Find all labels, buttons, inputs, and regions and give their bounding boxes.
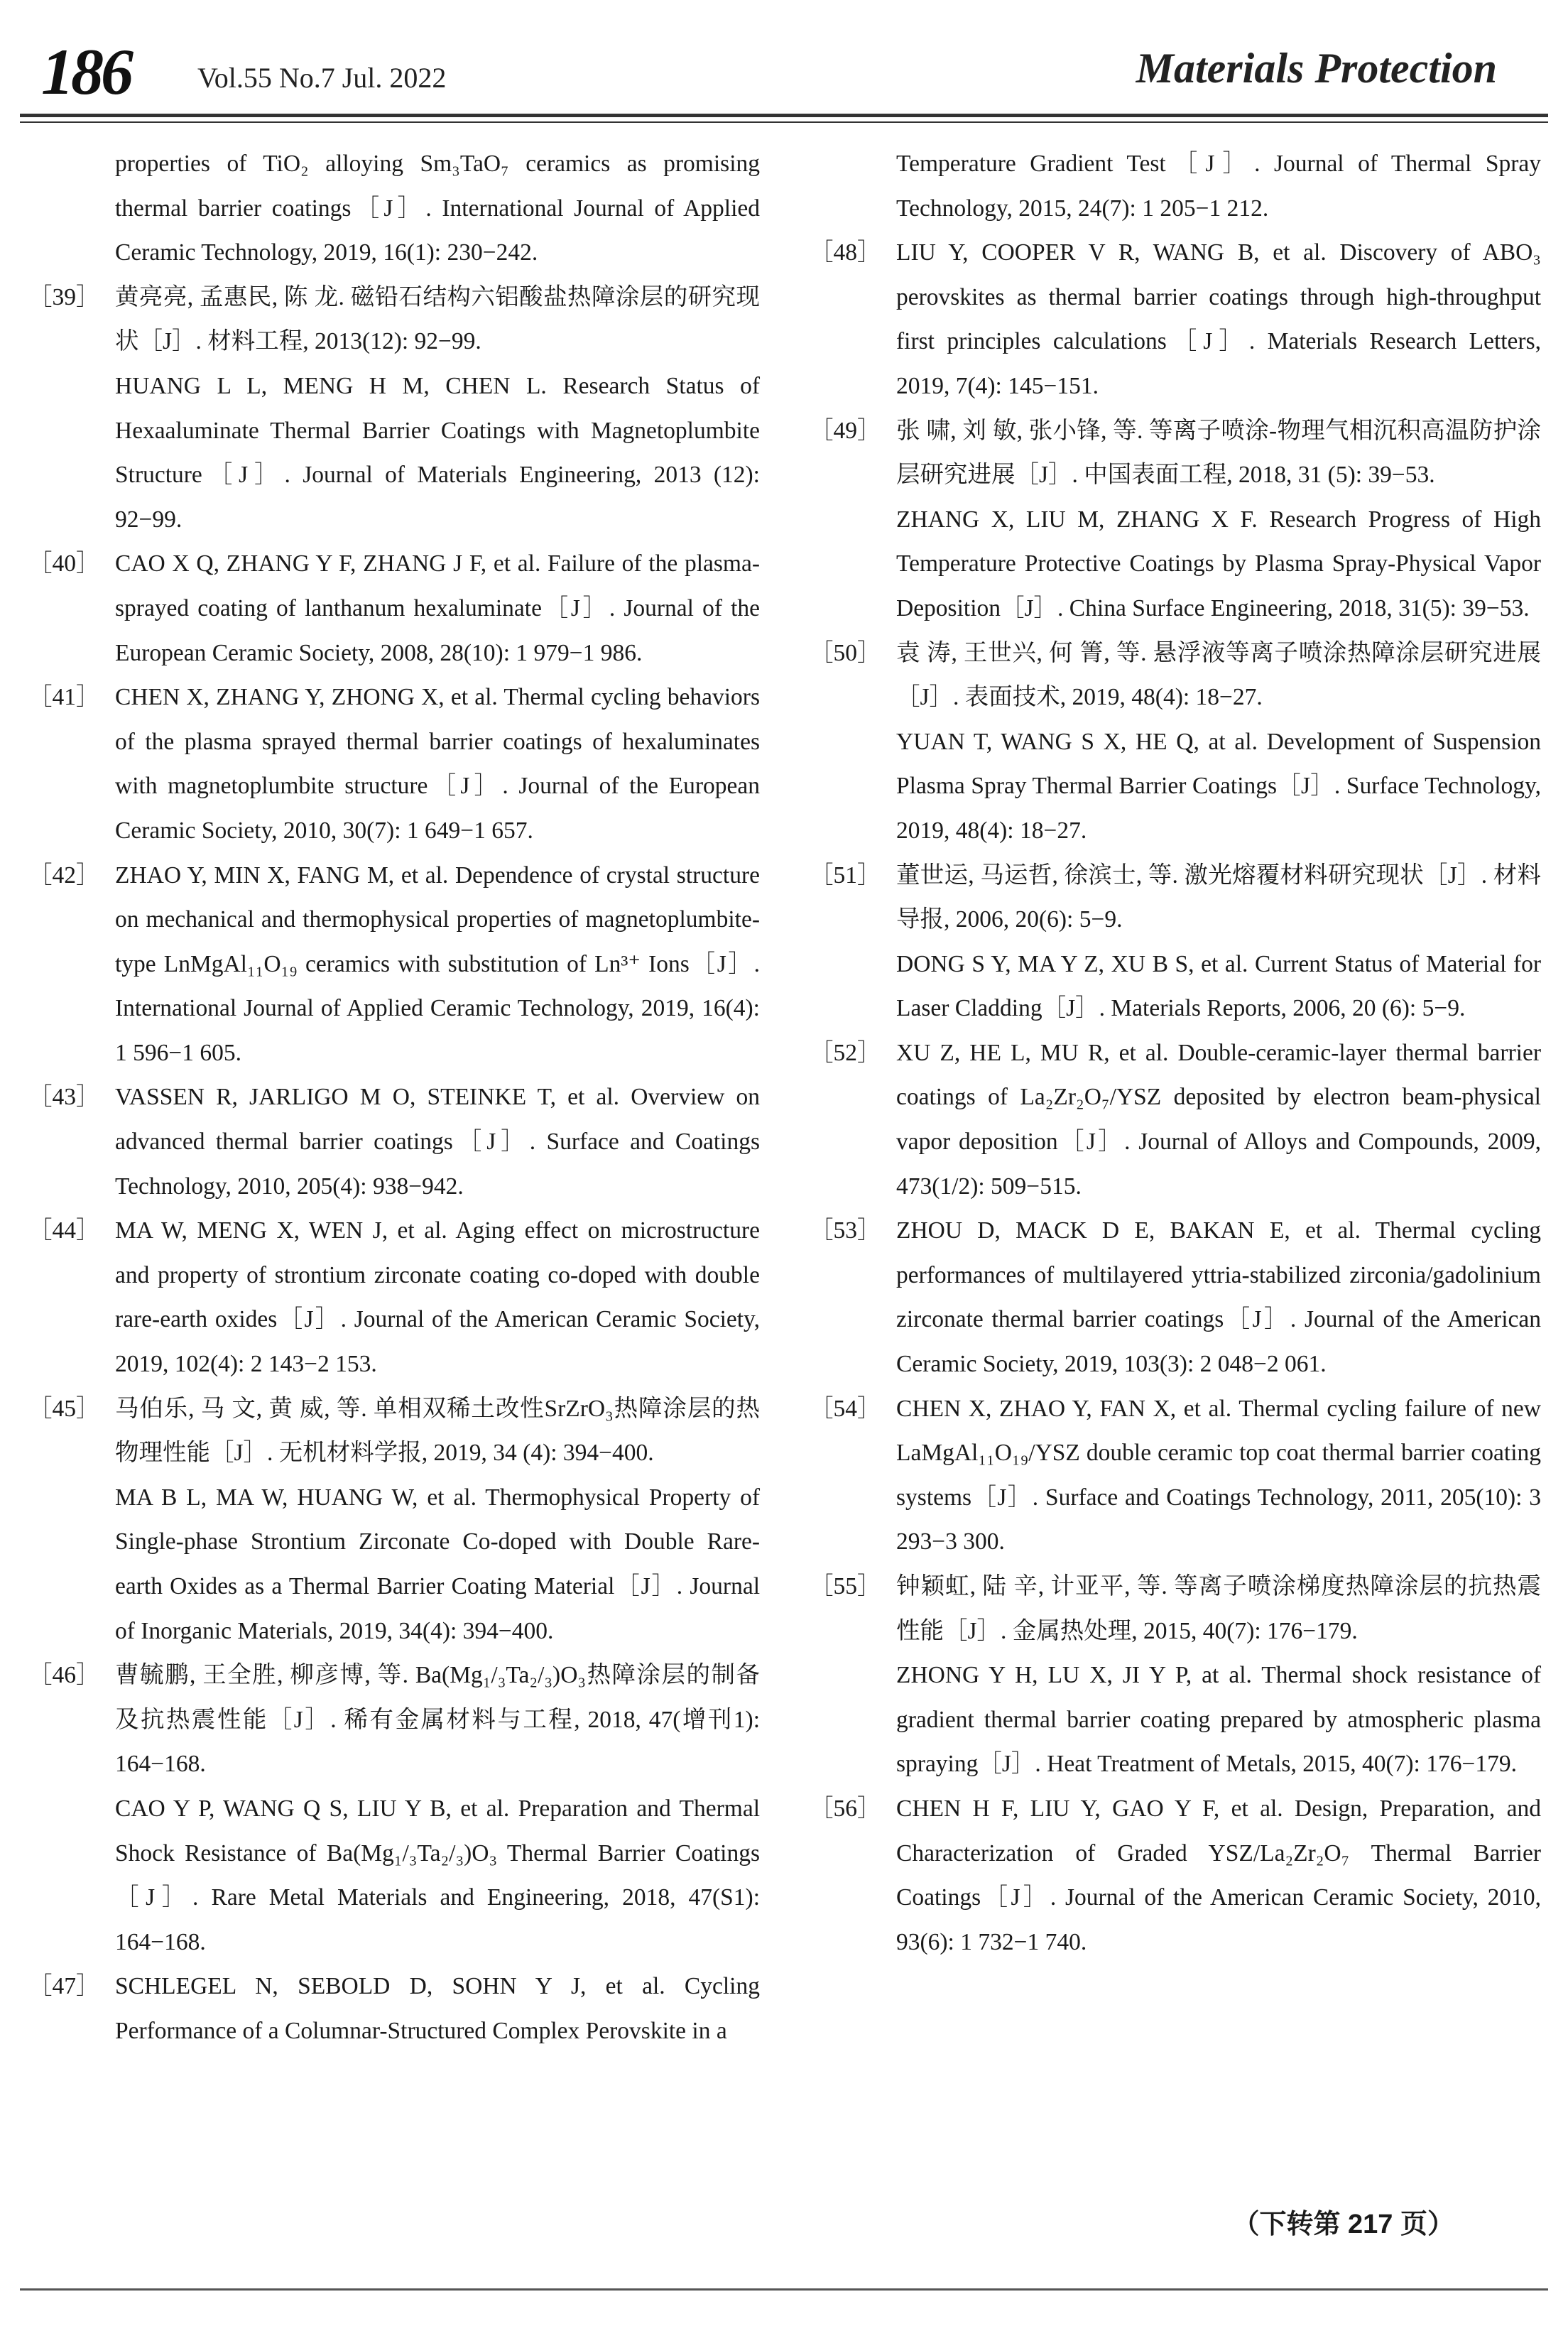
reference-text: XU Z, HE L, MU R, et al. Double-ceramic-layer thermal barrier coatings of La₂Zr₂O₇/YSZ deposited by electron beam-physical vapor deposition［J］. Journal of Alloys and Compounds, 2009, 473(1/2): 509−515.	[896, 1039, 1541, 1200]
reference-text: HUANG L L, MENG H M, CHEN L. Research Status of Hexaaluminate Thermal Barrier Coatings with Magnetoplumbite Structure［J］. Journal of Materials Engineering, 2013 (12): 92−99.	[115, 372, 760, 533]
reference-number: ［53］	[810, 1217, 881, 1244]
reference-text: Temperature Gradient Test［J］. Journal of Thermal Spray Technology, 2015, 24(7): 1 205−1 212.	[896, 151, 1541, 222]
reference-entry	[810, 142, 1541, 231]
reference-entry	[28, 276, 760, 543]
reference-text: SCHLEGEL N, SEBOLD D, SOHN Y J, et al. Cycling Performance of a Columnar-Structured Complex Perovskite in a	[115, 1973, 760, 2044]
right-column	[810, 142, 1541, 1965]
reference-number: ［45］	[28, 1395, 100, 1422]
reference-entry	[810, 1565, 1541, 1787]
header-rule-thick	[20, 114, 1548, 117]
reference-number: ［56］	[810, 1795, 881, 1822]
reference-number: ［39］	[28, 283, 100, 310]
page-header	[0, 0, 1568, 128]
reference-text: YUAN T, WANG S X, HE Q, at al. Development of Suspension Plasma Spray Thermal Barrier Coatings［J］. Surface Technology, 2019, 48(4): 18−27.	[896, 728, 1541, 844]
reference-entry	[810, 631, 1541, 854]
reference-text: 钟颖虹, 陆 辛, 计亚平, 等. 等离子喷涂梯度热障涂层的抗热震性能［J］. 金属热处理, 2015, 40(7): 176−179.	[896, 1573, 1541, 1644]
reference-text: 曹毓鹏, 王全胜, 柳彦博, 等. Ba(Mg₁/₃Ta₂/₃)O₃热障涂层的制备及抗热震性能［J］. 稀有金属材料与工程, 2018, 47(增刊1): 164−168.	[115, 1662, 760, 1778]
reference-entry	[810, 1209, 1541, 1386]
reference-entry	[28, 1653, 760, 1965]
reference-number: ［48］	[810, 239, 881, 266]
reference-number: ［40］	[28, 550, 100, 577]
reference-entry	[28, 542, 760, 675]
reference-number: ［46］	[28, 1662, 100, 1689]
reference-number: ［42］	[28, 862, 100, 889]
reference-text: ZHOU D, MACK D E, BAKAN E, et al. Thermal cycling performances of multilayered yttria-stabilized zirconia/gadolinium zirconate thermal barrier coatings［J］. Journal of the American Ceramic Society, 2019, 103(3): 2 048−2 061.	[896, 1217, 1541, 1378]
reference-entry	[810, 231, 1541, 408]
reference-text: DONG S Y, MA Y Z, XU B S, et al. Current Status of Material for Laser Cladding［J］. Materials Reports, 2006, 20 (6): 5−9.	[896, 950, 1541, 1022]
reference-text: 黄亮亮, 孟惠民, 陈 龙. 磁铅石结构六铝酸盐热障涂层的研究现状［J］. 材料工程, 2013(12): 92−99.	[115, 283, 760, 355]
reference-number: ［47］	[28, 1973, 100, 2000]
left-column	[28, 142, 760, 2054]
header-rule-thin	[20, 121, 1548, 123]
footer-rule	[20, 2288, 1548, 2291]
reference-number: ［50］	[810, 639, 881, 666]
journal-name: Materials Protection	[1136, 45, 1497, 92]
reference-number: ［43］	[28, 1084, 100, 1111]
reference-number: ［49］	[810, 417, 881, 444]
reference-text: MA W, MENG X, WEN J, et al. Aging effect on microstructure and property of strontium zirconate coating co-doped with double rare-earth oxides［J］. Journal of the American Ceramic Society, 2019, 102(4): 2 143−2 153.	[115, 1217, 760, 1378]
reference-text: ZHONG Y H, LU X, JI Y P, at al. Thermal shock resistance of gradient thermal barrier coating prepared by atmospheric plasma spraying［J］. Heat Treatment of Metals, 2015, 40(7): 176−179.	[896, 1662, 1541, 1778]
reference-entry	[28, 1387, 760, 1654]
reference-number: ［52］	[810, 1039, 881, 1066]
reference-entry	[810, 409, 1541, 631]
reference-entry	[28, 1075, 760, 1209]
reference-entry	[810, 1387, 1541, 1565]
reference-text: CHEN X, ZHAO Y, FAN X, et al. Thermal cycling failure of new LaMgAl₁₁O₁₉/YSZ double ceramic top coat thermal barrier coating systems［J］. Surface and Coatings Technology, 2011, 205(10): 3 293−3 300.	[896, 1395, 1541, 1555]
reference-text: MA B L, MA W, HUANG W, et al. Thermophysical Property of Single-phase Strontium Zirconate Co-doped with Double Rare-earth Oxides as a Thermal Barrier Coating Material［J］. Journal of Inorganic Materials, 2019, 34(4): 394−400.	[115, 1484, 760, 1644]
reference-entry	[28, 142, 760, 276]
reference-entry	[810, 1787, 1541, 1965]
reference-number: ［54］	[810, 1395, 881, 1422]
reference-text: 董世运, 马运哲, 徐滨士, 等. 激光熔覆材料研究现状［J］. 材料导报, 2006, 20(6): 5−9.	[896, 862, 1541, 933]
issue-info: Vol.55 No.7 Jul. 2022	[197, 62, 447, 94]
reference-text: 袁 涛, 王世兴, 何 箐, 等. 悬浮液等离子喷涂热障涂层研究进展［J］. 表面技术, 2019, 48(4): 18−27.	[896, 639, 1541, 711]
reference-number: ［41］	[28, 684, 100, 711]
reference-entry	[810, 1031, 1541, 1209]
reference-number: ［55］	[810, 1573, 881, 1599]
reference-text: properties of TiO₂ alloying Sm₃TaO₇ ceramics as promising thermal barrier coatings［J］. International Journal of Applied Ceramic Technology, 2019, 16(1): 230−242.	[115, 151, 760, 266]
page-number: 186	[41, 36, 131, 108]
reference-number: ［51］	[810, 862, 881, 889]
reference-text: CHEN H F, LIU Y, GAO Y F, et al. Design, Preparation, and Characterization of Graded YSZ/La₂Zr₂O₇ Thermal Barrier Coatings［J］. Journal of the American Ceramic Society, 2010, 93(6): 1 732−1 740.	[896, 1795, 1541, 1955]
reference-text: ZHANG X, LIU M, ZHANG X F. Research Progress of High Temperature Protective Coatings by Plasma Spray-Physical Vapor Deposition［J］. China Surface Engineering, 2018, 31(5): 39−53.	[896, 506, 1541, 621]
reference-text: CAO X Q, ZHANG Y F, ZHANG J F, et al. Failure of the plasma-sprayed coating of lanthanum hexaluminate［J］. Journal of the European Ceramic Society, 2008, 28(10): 1 979−1 986.	[115, 550, 760, 666]
reference-text: VASSEN R, JARLIGO M O, STEINKE T, et al. Overview on advanced thermal barrier coatings［J］. Surface and Coatings Technology, 2010, 205(4): 938−942.	[115, 1084, 760, 1200]
continuation-note: （下转第 217 页）	[1232, 2210, 1454, 2239]
reference-entry	[28, 1965, 760, 2053]
reference-entry	[28, 854, 760, 1076]
reference-number: ［44］	[28, 1217, 100, 1244]
reference-entry	[28, 675, 760, 853]
reference-text: CHEN X, ZHANG Y, ZHONG X, et al. Thermal cycling behaviors of the plasma sprayed thermal barrier coatings of hexaluminates with magnetoplumbite structure［J］. Journal of the European Ceramic Society, 2010, 30(7): 1 649−1 657.	[115, 684, 760, 844]
reference-entry	[28, 1209, 760, 1386]
reference-text: 张 啸, 刘 敏, 张小锋, 等. 等离子喷涂-物理气相沉积高温防护涂层研究进展［J］. 中国表面工程, 2018, 31 (5): 39−53.	[896, 417, 1541, 489]
reference-text: LIU Y, COOPER V R, WANG B, et al. Discovery of ABO₃ perovskites as thermal barrier coatings through high-throughput first principles calculations［J］. Materials Research Letters, 2019, 7(4): 145−151.	[896, 239, 1541, 399]
reference-text: CAO Y P, WANG Q S, LIU Y B, et al. Preparation and Thermal Shock Resistance of Ba(Mg₁/₃Ta₂/₃)O₃ Thermal Barrier Coatings［J］. Rare Metal Materials and Engineering, 2018, 47(S1): 164−168.	[115, 1795, 760, 1955]
reference-text: 马伯乐, 马 文, 黄 威, 等. 单相双稀土改性SrZrO₃热障涂层的热物理性能［J］. 无机材料学报, 2019, 34 (4): 394−400.	[115, 1395, 760, 1467]
reference-text: ZHAO Y, MIN X, FANG M, et al. Dependence of crystal structure on mechanical and thermophysical properties of magnetoplumbite-type LnMgAl₁₁O₁₉ ceramics with substitution of Ln³⁺ Ions［J］. International Journal of Applied Ceramic Technology, 2019, 16(4): 1 596−1 605.	[115, 862, 760, 1066]
reference-entry	[810, 854, 1541, 1031]
